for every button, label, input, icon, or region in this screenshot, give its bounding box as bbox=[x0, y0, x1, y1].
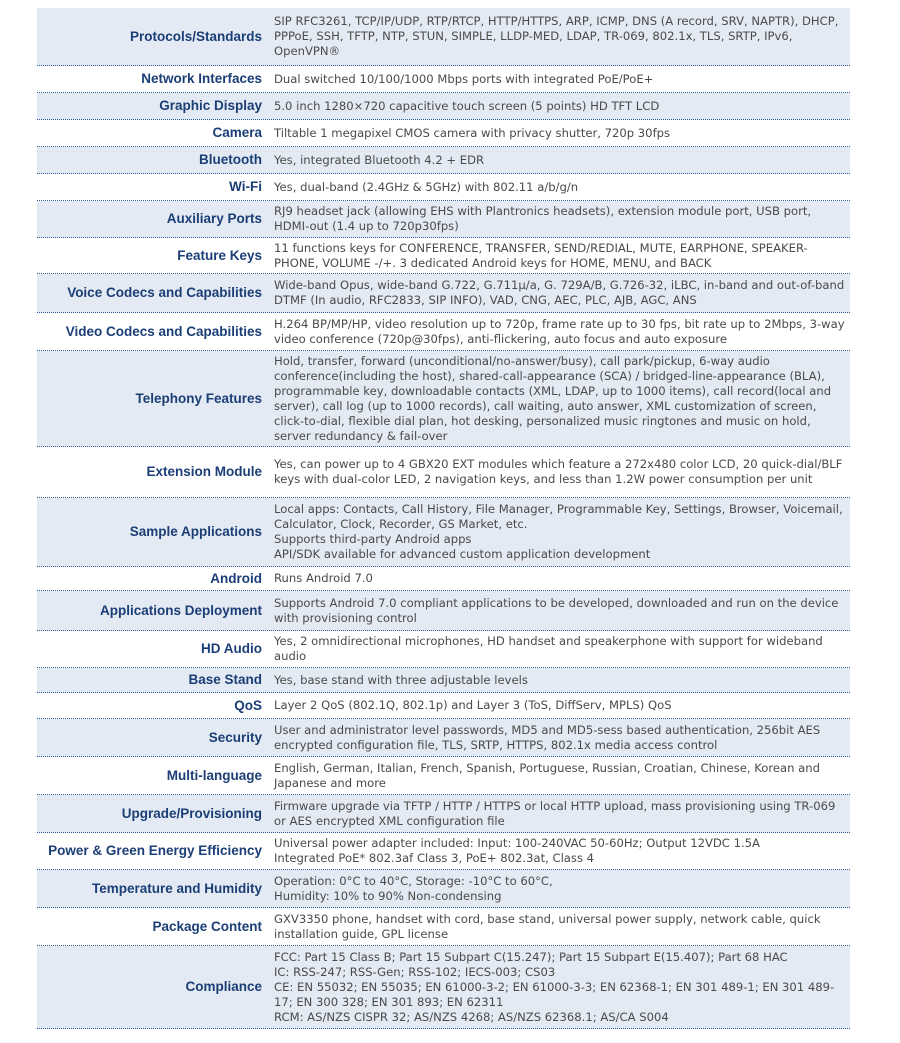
spec-value: Yes, base stand with three adjustable levels bbox=[274, 672, 528, 687]
spec-value: H.264 BP/MP/HP, video resolution up to 720p, frame rate up to 30 fps, bit rate up to 2Mbps, 3-way video conference (720p@30fps), anti-flickering, auto focus and auto exposure bbox=[274, 316, 845, 346]
spec-label: Wi-Fi bbox=[229, 179, 262, 194]
spec-label: Graphic Display bbox=[159, 98, 262, 113]
spec-label: Android bbox=[210, 570, 262, 586]
spec-label: Auxiliary Ports bbox=[166, 211, 262, 226]
spec-row bbox=[37, 313, 850, 351]
spec-row bbox=[37, 833, 850, 870]
spec-label: Protocols/Standards bbox=[129, 28, 262, 44]
spec-label: Power & Green Energy Efficiency bbox=[48, 843, 262, 858]
spec-row bbox=[37, 870, 850, 908]
spec-value: Yes, dual-band (2.4GHz & 5GHz) with 802.11 a/b/g/n bbox=[274, 179, 579, 194]
spec-label: HD Audio bbox=[201, 641, 262, 656]
spec-row bbox=[37, 591, 850, 631]
spec-value: GXV3350 phone, handset with cord, base stand, universal power supply, network cable, quick installation guide, GPL license bbox=[274, 911, 821, 941]
spec-value: Tiltable 1 megapixel CMOS camera with privacy shutter, 720p 30fps bbox=[274, 125, 671, 140]
spec-value: Supports Android 7.0 compliant applications to be developed, downloaded and run on the device with provisioning control bbox=[274, 595, 839, 625]
spec-label: Feature Keys bbox=[177, 247, 262, 263]
spec-row bbox=[37, 631, 850, 668]
spec-label: Bluetooth bbox=[199, 152, 262, 167]
spec-label: Sample Applications bbox=[129, 524, 262, 539]
spec-label: QoS bbox=[234, 697, 262, 713]
spec-row bbox=[37, 447, 850, 498]
spec-value: User and administrator level passwords, MD5 and MD5-sess based authentication, 256bit AES encrypted configuration file, TLS, SRTP, HTTPS, 802.1x media access control bbox=[274, 722, 821, 752]
spec-label: Security bbox=[208, 729, 262, 745]
spec-row bbox=[37, 693, 850, 719]
spec-label: Video Codecs and Capabilities bbox=[65, 323, 262, 339]
spec-value: SIP RFC3261, TCP/IP/UDP, RTP/RTCP, HTTP/HTTPS, ARP, ICMP, DNS (A record, SRV, NAPTR), DHCP, PPPoE, SSH, TFTP, NTP, STUN, SIMPLE, LLDP-MED, LDAP, TR-069, 802.1x, TLS, SRTP, IPv6, OpenVPN® bbox=[274, 14, 839, 58]
spec-label: Extension Module bbox=[146, 464, 262, 479]
spec-row bbox=[37, 8, 850, 66]
spec-value: Operation: 0°C to 40°C, Storage: -10°C to 60°C, Humidity: 10% to 90% Non-condensing bbox=[274, 873, 553, 903]
spec-label: Multi-language bbox=[166, 767, 262, 783]
spec-row bbox=[37, 201, 850, 238]
spec-row bbox=[37, 719, 850, 757]
spec-row bbox=[37, 668, 850, 693]
spec-value: Runs Android 7.0 bbox=[274, 571, 373, 585]
spec-value: Yes, integrated Bluetooth 4.2 + EDR bbox=[274, 152, 485, 167]
spec-value: Firmware upgrade via TFTP / HTTP / HTTPS or local HTTP upload, mass provisioning using TR-069 or AES encrypted XML configuration file bbox=[274, 798, 836, 828]
spec-label: Network Interfaces bbox=[141, 71, 262, 86]
spec-label: Applications Deployment bbox=[99, 602, 262, 618]
spec-value: Wide-band Opus, wide-band G.722, G.711µ/a, G. 729A/B, G.726-32, iLBC, in-band and out-of-band DTMF (In audio, RFC2833, SIP INFO), VAD, CNG, AEC, PLC, AJB, AGC, ANS bbox=[274, 278, 845, 307]
spec-row bbox=[37, 238, 850, 274]
spec-row bbox=[37, 174, 850, 201]
spec-row bbox=[37, 93, 850, 120]
spec-value: Hold, transfer, forward (unconditional/no-answer/busy), call park/pickup, 6-way audio conference(including the host), shared-call-appearance (SCA) / bridged-line-appearance (BLA), programmable key, downloadable contacts (XML, LDAP, up to 1000 items), call record(local and server), call log (up to 1000 records), call waiting, auto answer, XML customization of screen, click-to-dial, flexible dial plan, hot desking, personalized music ringtones and music on hold, server redundancy & fail-over bbox=[274, 353, 832, 443]
spec-row bbox=[37, 946, 850, 1029]
spec-value: English, German, Italian, French, Spanish, Portuguese, Russian, Croatian, Chinese, Korean and Japanese and more bbox=[274, 760, 820, 790]
spec-value: 11 functions keys for CONFERENCE, TRANSFER, SEND/REDIAL, MUTE, EARPHONE, SPEAKER-PHONE, VOLUME -/+. 3 dedicated Android keys for HOME, MENU, and BACK bbox=[274, 240, 808, 270]
spec-value: Universal power adapter included: Input: 100-240VAC 50-60Hz; Output 12VDC 1.5A Integrated PoE* 802.3af Class 3, PoE+ 802.3at, Class 4 bbox=[274, 836, 760, 865]
spec-label: Telephony Features bbox=[135, 390, 262, 406]
spec-value: Local apps: Contacts, Call History, File Manager, Programmable Key, Settings, Browser, Voicemail, Calculator, Clock, Recorder, GS Market, etc. Supports third-party Android apps API/SDK available for advanced custom application development bbox=[274, 502, 843, 561]
spec-table bbox=[37, 8, 850, 1029]
spec-value: RJ9 headset jack (allowing EHS with Plantronics headsets), extension module port, USB port, HDMI-out (1.4 up to 720p30fps) bbox=[274, 204, 812, 233]
spec-label: Package Content bbox=[152, 918, 262, 934]
spec-row bbox=[37, 351, 850, 447]
spec-value: Layer 2 QoS (802.1Q, 802.1p) and Layer 3 (ToS, DiffServ, MPLS) QoS bbox=[274, 698, 672, 712]
spec-row bbox=[37, 66, 850, 93]
spec-row bbox=[37, 757, 850, 795]
spec-row bbox=[37, 908, 850, 946]
spec-value: Yes, 2 omnidirectional microphones, HD handset and speakerphone with support for wideband audio bbox=[274, 634, 823, 663]
spec-row bbox=[37, 274, 850, 313]
spec-row bbox=[37, 567, 850, 591]
spec-label: Temperature and Humidity bbox=[91, 880, 262, 896]
spec-row bbox=[37, 498, 850, 567]
spec-row bbox=[37, 120, 850, 147]
spec-label: Upgrade/Provisioning bbox=[121, 805, 262, 821]
spec-label: Compliance bbox=[185, 979, 262, 994]
spec-label: Base Stand bbox=[188, 672, 262, 687]
spec-row bbox=[37, 147, 850, 174]
spec-row bbox=[37, 795, 850, 833]
spec-label: Voice Codecs and Capabilities bbox=[67, 285, 262, 300]
spec-value: FCC: Part 15 Class B; Part 15 Subpart C(15.247); Part 15 Subpart E(15.407); Part 68 HAC IC: RSS-247; RSS-Gen; RSS-102; IECS-003; CS03 CE: EN 55032; EN 55035; EN 61000-3-2; EN 61000-3-3; EN 62368-1; EN 301 489-1; EN 301 489-17; EN 300 328; EN 301 893; EN 62311 RCM: AS/NZS CISPR 32; AS/NZS 4268; AS/NZS 62368.1; AS/CA S004 bbox=[274, 949, 835, 1024]
spec-value: 5.0 inch 1280×720 capacitive touch screen (5 points) HD TFT LCD bbox=[274, 98, 660, 113]
spec-label: Camera bbox=[212, 125, 262, 140]
spec-value: Dual switched 10/100/1000 Mbps ports with integrated PoE/PoE+ bbox=[274, 71, 654, 86]
spec-value: Yes, can power up to 4 GBX20 EXT modules which feature a 272x480 color LCD, 20 quick-dial/BLF keys with dual-color LED, 2 navigation keys, and less than 1.2W power consumption per unit bbox=[274, 457, 843, 486]
